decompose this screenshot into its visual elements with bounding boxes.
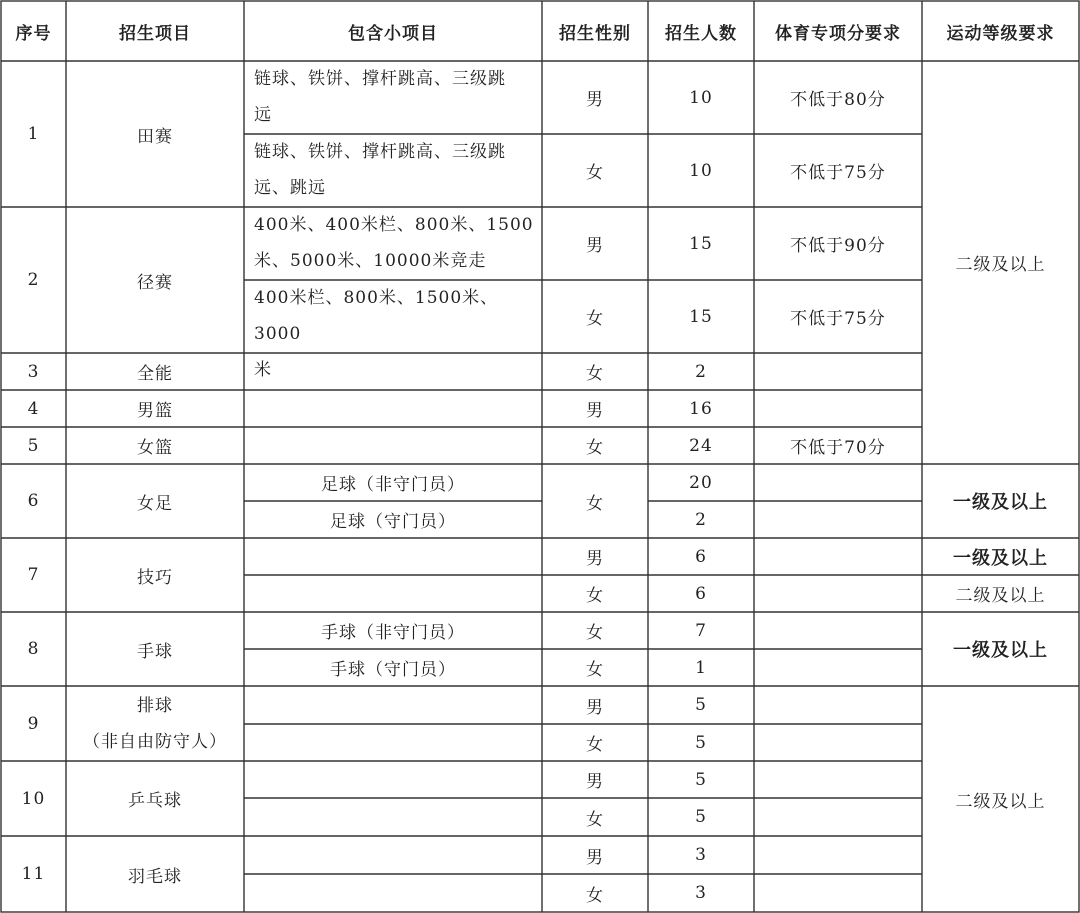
event-name-line: 排球 — [137, 695, 173, 716]
gender: 女 — [586, 660, 604, 680]
row-number: 10 — [21, 788, 46, 809]
sub-events-line: 400米、400米栏、800米、1500 — [254, 215, 534, 235]
gender: 女 — [586, 623, 604, 643]
row-number: 9 — [27, 713, 40, 734]
level-requirement: 二级及以上 — [955, 586, 1046, 606]
row-number: 1 — [27, 124, 40, 144]
gender: 女 — [586, 163, 604, 183]
count: 3 — [695, 883, 707, 903]
event-name: 径赛 — [137, 272, 173, 293]
row-number: 4 — [27, 398, 40, 419]
count: 5 — [695, 732, 707, 753]
sub-event: 手球（非守门员） — [321, 623, 465, 643]
event-name — [66, 686, 244, 761]
row-number: 5 — [27, 435, 40, 456]
sub-events-line: 米、5000米、10000米竞走 — [254, 251, 487, 271]
count: 2 — [695, 361, 707, 382]
event-name: 女足 — [137, 493, 173, 514]
header-event: 招生项目 — [119, 23, 191, 44]
gender: 女 — [586, 309, 604, 329]
header-sub-events: 包含小项目 — [348, 23, 438, 44]
gender: 女 — [586, 586, 604, 606]
gender: 男 — [586, 549, 604, 569]
score-requirement: 不低于75分 — [790, 163, 886, 183]
event-name: 田赛 — [137, 126, 173, 147]
score-requirement: 不低于75分 — [790, 309, 886, 329]
gender: 男 — [586, 697, 604, 718]
gender: 女 — [586, 809, 604, 830]
header-gender: 招生性别 — [559, 23, 631, 44]
level-requirement: 一级及以上 — [953, 640, 1048, 661]
gender: 女 — [586, 438, 604, 458]
score-requirement: 不低于80分 — [790, 90, 886, 110]
event-name: 全能 — [137, 364, 173, 384]
count: 3 — [695, 845, 707, 865]
sub-event: 足球（守门员） — [330, 512, 456, 532]
sub-events-line: 400米栏、800米、1500米、3000 — [254, 288, 499, 344]
score-requirement: 不低于90分 — [790, 236, 886, 256]
count: 1 — [695, 657, 707, 678]
header-score: 体育专项分要求 — [775, 23, 901, 44]
sub-events-line: 远 — [254, 105, 272, 125]
sub-event: 足球（非守门员） — [321, 475, 465, 495]
sub-events-line: 米 — [254, 360, 272, 380]
count: 10 — [689, 87, 713, 108]
count: 5 — [695, 695, 707, 715]
gender: 女 — [586, 885, 604, 906]
event-name: 乒乓球 — [128, 791, 182, 811]
sub-events — [244, 134, 542, 207]
header-count: 招生人数 — [665, 23, 737, 44]
count: 6 — [695, 583, 707, 604]
level-requirement: 二级及以上 — [955, 255, 1046, 275]
score-requirement: 不低于70分 — [790, 438, 886, 458]
row-number: 3 — [27, 361, 40, 382]
sub-events-line: 远、跳远 — [254, 178, 326, 198]
gender: 男 — [586, 401, 604, 421]
row-number: 2 — [27, 270, 40, 290]
count: 15 — [689, 233, 713, 254]
count: 10 — [689, 160, 713, 181]
sub-events-line: 链球、铁饼、撑杆跳高、三级跳 — [254, 142, 506, 162]
count: 20 — [689, 472, 713, 493]
sub-events-line: 链球、铁饼、撑杆跳高、三级跳 — [254, 69, 506, 89]
count: 5 — [695, 769, 707, 790]
count: 15 — [689, 306, 713, 327]
sub-event: 手球（守门员） — [330, 660, 456, 680]
gender: 女 — [586, 493, 604, 514]
gender: 女 — [586, 364, 604, 384]
gender: 男 — [586, 90, 604, 110]
gender: 女 — [586, 735, 604, 755]
level-requirement: 二级及以上 — [955, 791, 1046, 812]
event-name-line: （非自由防守人） — [83, 731, 227, 752]
count: 6 — [695, 546, 707, 567]
row-number: 7 — [27, 565, 40, 585]
count: 7 — [695, 620, 707, 641]
count: 5 — [695, 807, 707, 827]
level-requirement: 一级及以上 — [953, 547, 1048, 569]
gender: 男 — [586, 847, 604, 868]
event-name: 手球 — [137, 641, 173, 662]
row-number: 11 — [21, 864, 46, 884]
row-number: 8 — [27, 639, 40, 659]
row-number: 6 — [27, 491, 40, 511]
count: 16 — [689, 398, 713, 419]
level-requirement: 一级及以上 — [953, 492, 1048, 513]
count: 2 — [695, 509, 707, 530]
count: 24 — [689, 435, 713, 456]
header-no: 序号 — [15, 23, 52, 44]
event-name: 羽毛球 — [128, 866, 182, 887]
sub-events — [244, 61, 542, 134]
sub-events — [244, 207, 542, 280]
event-name: 技巧 — [137, 567, 173, 588]
sub-events — [244, 280, 542, 380]
gender: 男 — [586, 236, 604, 256]
gender: 男 — [586, 772, 604, 792]
event-name: 女篮 — [137, 438, 173, 458]
event-name: 男篮 — [137, 401, 173, 421]
header-level: 运动等级要求 — [946, 23, 1055, 44]
